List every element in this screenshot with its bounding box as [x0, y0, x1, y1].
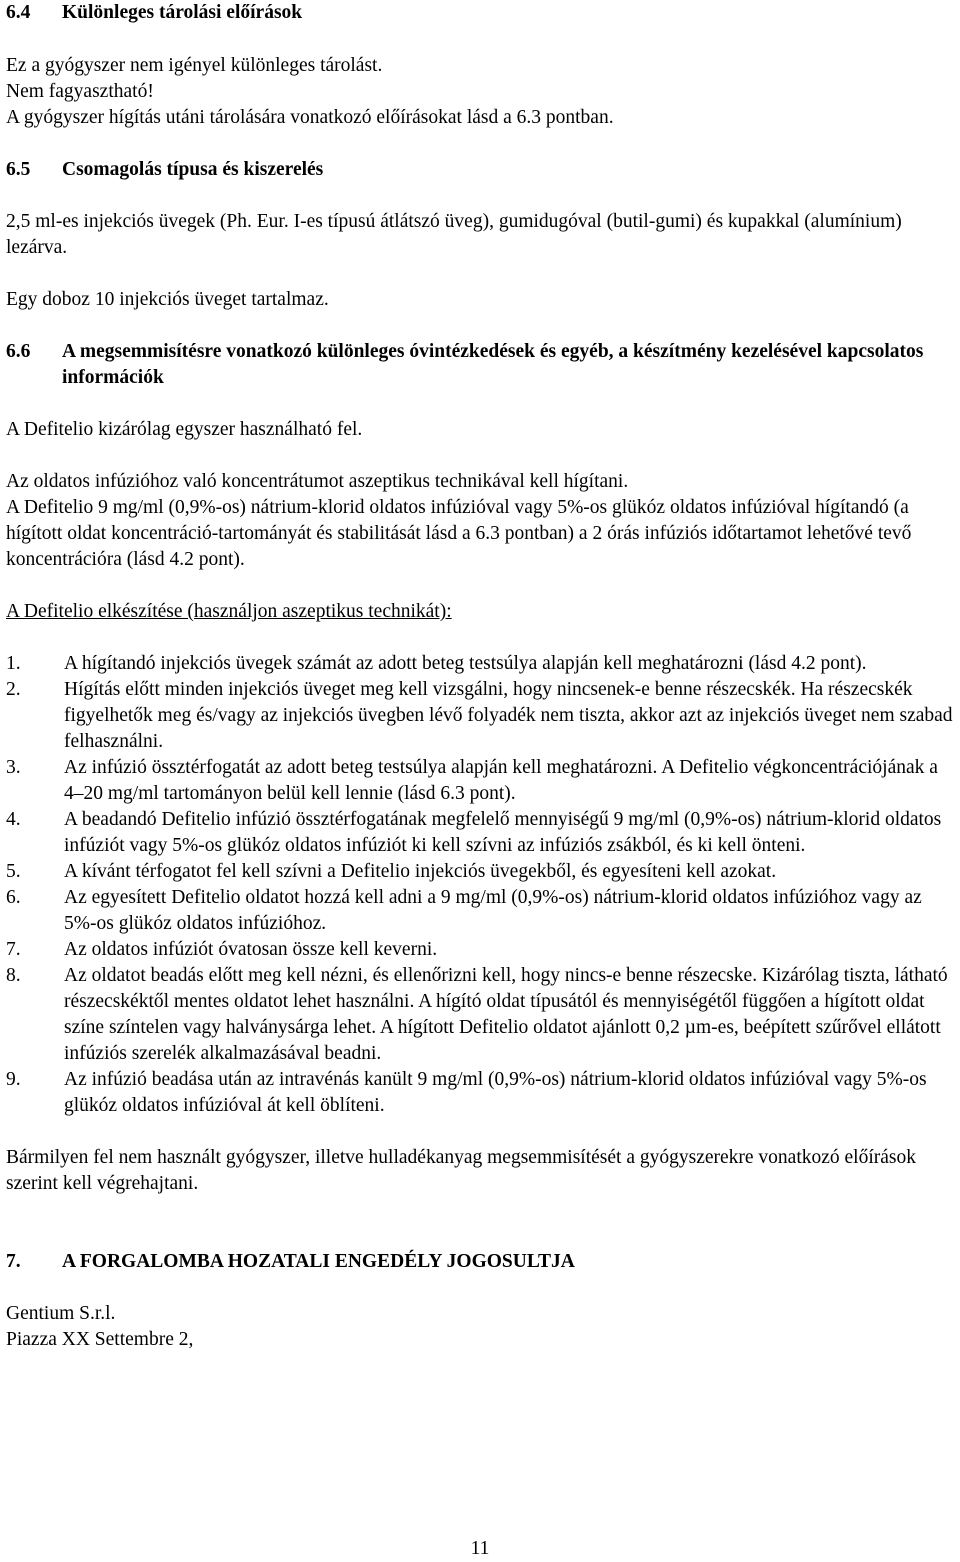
list-item: 9. Az infúzió beadása után az intravénás kanült 9 mg/ml (0,9%-os) nátrium-klorid oldatos infúzióval vagy 5%-os glükóz oldatos infúzióval át kell öblíteni.	[6, 1069, 927, 1116]
section-title: A megsemmisítésre vonatkozó különleges óvintézkedések és egyéb, a készítmény kezelésével kapcsolatos információk	[62, 341, 924, 388]
section-7-heading	[6, 1249, 956, 1275]
aseptic-note: Az oldatos infúzióhoz való koncentrátumot aszeptikus technikával kell hígítani.	[6, 471, 629, 492]
disposal-note: Bármilyen fel nem használt gyógyszer, illetve hulladékanyag megsemmisítését a gyógyszerekre vonatkozó előírások szerint kell végrehajtani.	[6, 1147, 917, 1194]
preparation-heading: A Defitelio elkészítése (használjon aszeptikus technikát):	[6, 601, 452, 622]
section-6-5-heading	[6, 157, 956, 183]
list-item: 3. Az infúzió össztérfogatát az adott beteg testsúlya alapján kell meghatározni. A Defitelio végkoncentrációjának a 4–20 mg/ml tartományon belül kell lennie (lásd 6.3 pont).	[6, 757, 938, 804]
mah-address: Piazza XX Settembre 2,	[6, 1329, 194, 1350]
section-number: 6.5	[6, 159, 31, 180]
section-number: 6.6	[6, 341, 31, 362]
pack-contents: Egy doboz 10 injekciós üveget tartalmaz.	[6, 289, 329, 310]
section-title: Csomagolás típusa és kiszerelés	[62, 159, 324, 180]
storage-line-3: A gyógyszer hígítás utáni tárolására vonatkozó előírásokat lásd a 6.3 pontban.	[6, 107, 614, 128]
list-item: 1. A hígítandó injekciós üvegek számát az adott beteg testsúlya alapján kell meghatározni (lásd 4.2 pont).	[6, 653, 867, 674]
list-item: 5. A kívánt térfogatot fel kell szívni a Defitelio injekciós üvegekből, és egyesíteni kell azokat.	[6, 861, 777, 882]
section-6-6-heading	[6, 339, 956, 391]
packaging-description: 2,5 ml-es injekciós üvegek (Ph. Eur. I-es típusú átlátszó üveg), gumidugóval (butil-gumi) és kupakkal (alumínium) lezárva.	[6, 211, 902, 258]
section-6-4-heading	[6, 0, 956, 26]
section-number: 6.4	[6, 2, 31, 23]
section-title: A FORGALOMBA HOZATALI ENGEDÉLY JOGOSULTJA	[62, 1251, 575, 1272]
storage-line-1: Ez a gyógyszer nem igényel különleges tárolást.	[6, 55, 383, 76]
preparation-steps	[6, 651, 956, 1119]
dilution-paragraph: A Defitelio 9 mg/ml (0,9%-os) nátrium-klorid oldatos infúzióval vagy 5%-os glükóz oldatos infúzióval hígítandó (a hígított oldat koncentráció-tartományát és stabilitását lásd a 6.3 pontban) a 2 órás infúziós időtartamot lehetővé tevő koncentrációra (lásd 4.2 pont).	[6, 497, 912, 570]
section-title: Különleges tárolási előírások	[62, 2, 303, 23]
mah-company: Gentium S.r.l.	[6, 1303, 116, 1324]
section-number: 7.	[6, 1251, 21, 1272]
document-page	[6, 0, 956, 1353]
single-use-note: A Defitelio kizárólag egyszer használható fel.	[6, 419, 363, 440]
list-item: 4. A beadandó Defitelio infúzió össztérfogatának megfelelő mennyiségű 9 mg/ml (0,9%-os) nátrium-klorid oldatos infúziót vagy 5%-os glükóz oldatos infúziót ki kell szívni az infúziós zsákból, és ki kell önteni.	[6, 809, 942, 856]
list-item: 8. Az oldatot beadás előtt meg kell nézni, és ellenőrizni kell, hogy nincs-e benne részecske. Kizárólag tiszta, látható részecskéktől mentes oldatot lehet használni. A hígító oldat típusától és mennyiségétől függően a hígított oldat színe színtelen vagy halványsárga lehet. A hígított Defitelio oldatot ajánlott 0,2 µm-es, beépített szűrővel ellátott infúziós szerelék alkalmazásával beadni.	[6, 965, 948, 1064]
storage-line-2: Nem fagyasztható!	[6, 81, 154, 102]
list-item: 2. Hígítás előtt minden injekciós üveget meg kell vizsgálni, hogy nincsenek-e benne részecskék. Ha részecskék figyelhetők meg és/vagy az injekciós üvegben lévő folyadék nem tiszta, akkor azt az injekciós üveget nem szabad felhasználni.	[6, 679, 953, 752]
page-number: 11	[470, 1538, 490, 1559]
list-item: 6. Az egyesített Defitelio oldatot hozzá kell adni a 9 mg/ml (0,9%-os) nátrium-klorid oldatos infúzióhoz vagy az 5%-os glükóz oldatos infúzióhoz.	[6, 887, 922, 934]
list-item: 7. Az oldatos infúziót óvatosan össze kell keverni.	[6, 939, 438, 960]
